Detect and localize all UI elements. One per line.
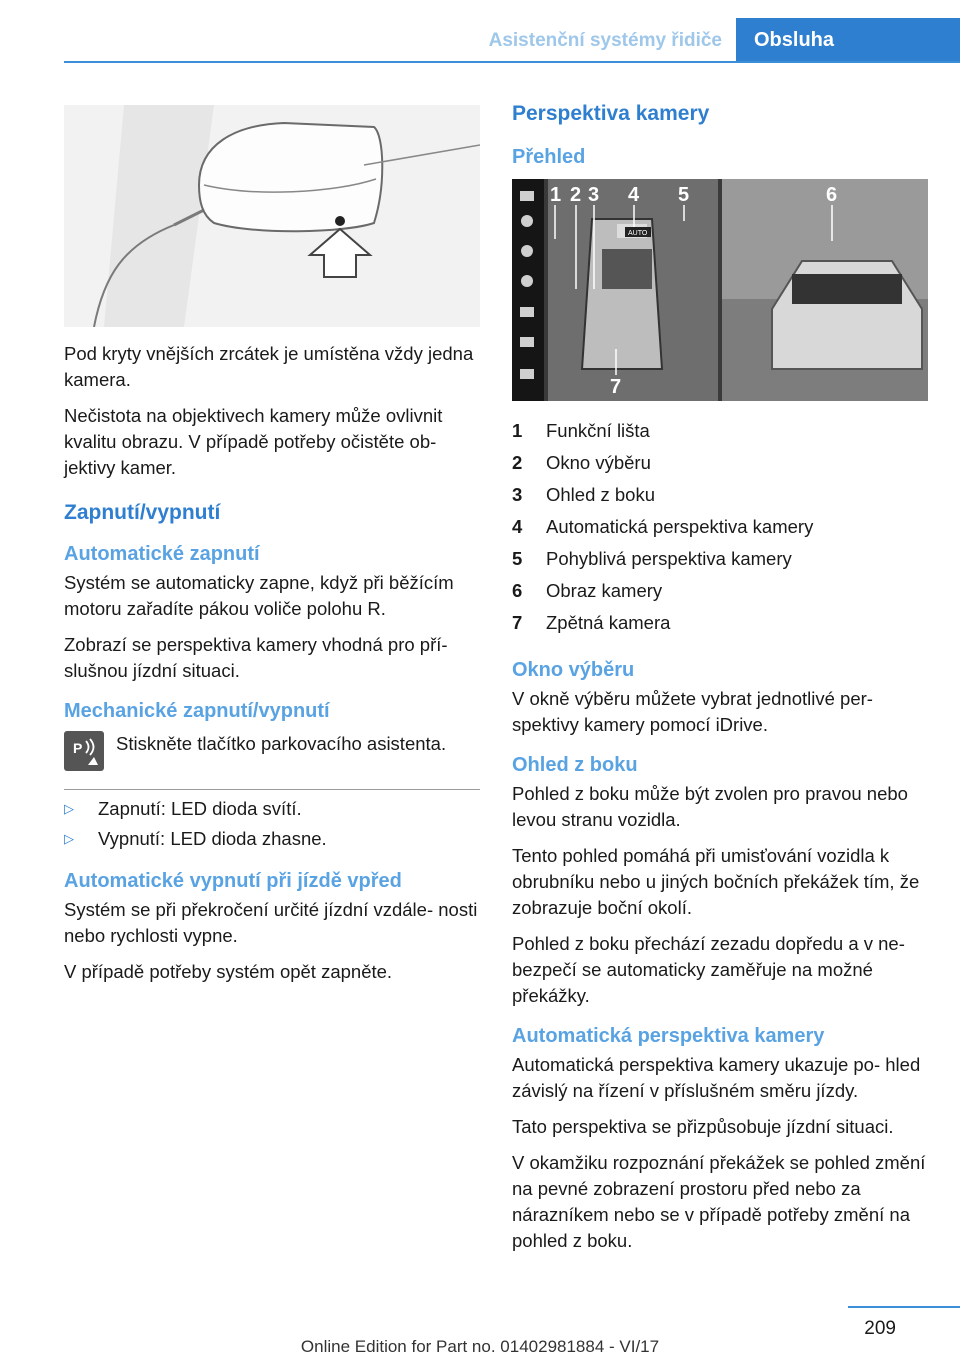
- legend-item: 3 Ohled z boku: [512, 484, 656, 505]
- svg-text:P: P: [73, 740, 83, 756]
- camera-screen-drawing: [512, 179, 928, 401]
- heading-manual-on-off: Mechanické zapnutí/vypnutí: [64, 700, 330, 722]
- callout-label: 2: [570, 184, 582, 206]
- park-assist-symbol: [64, 731, 104, 771]
- list-item: ▷ Zapnutí: LED dioda svítí.: [64, 794, 480, 824]
- legend-item: 7 Zpětná kamera: [512, 612, 671, 633]
- paragraph-auto-perspective-3: V okamžiku rozpoznání překážek se pohled změní na pevné zobrazení prostoru před nebo za nárazníkem nebo se v případě potřeby změní na pohled z boku.: [512, 1152, 926, 1251]
- callout-label: 1: [550, 184, 562, 206]
- callout-label: 4: [628, 184, 640, 206]
- heading-auto-off: Automatické vypnutí při jízdě vpřed: [64, 870, 402, 892]
- mirror-drawing: [64, 105, 480, 327]
- legend-item: 6 Obraz kamery: [512, 580, 663, 601]
- running-header-tab: Obsluha: [736, 18, 960, 63]
- mirror-camera-illustration: [64, 105, 480, 327]
- callout-label: 5: [678, 184, 690, 206]
- paragraph-auto-off: Systém se při překročení určité jízdní vzdále‐ nosti nebo rychlosti vypne.: [64, 899, 478, 946]
- paragraph-auto-on: Systém se automaticky zapne, když při běžícím motoru zařadíte pákou voliče polohu R.: [64, 572, 454, 619]
- paragraph-side-view-3: Pohled z boku přechází zezadu dopředu a v ne‐ bezpečí se automaticky zaměřuje na možné překážky.: [512, 933, 905, 1006]
- paragraph-perspective-shown: Zobrazí se perspektiva kamery vhodná pro pří‐ slušnou jízdní situaci.: [64, 634, 448, 681]
- callout-label: 6: [826, 184, 838, 206]
- triangle-bullet-icon: ▷: [64, 801, 74, 816]
- callout-label: 7: [610, 376, 622, 398]
- footer-rule: [848, 1306, 960, 1308]
- callout-label: 3: [588, 184, 600, 206]
- heading-camera-perspective: Perspektiva kamery: [512, 102, 710, 125]
- legend-item: 5 Pohyblivá perspektiva kamery: [512, 548, 792, 569]
- paragraph-lens-dirt: Nečistota na objektivech kamery může ovlivnit kvalitu obrazu. V případě potřeby očistěte ob‐ jektivy kamer.: [64, 405, 443, 478]
- heading-selection-window: Okno výběru: [512, 659, 635, 681]
- heading-overview: Přehled: [512, 146, 586, 168]
- camera-screen-illustration: [512, 179, 928, 401]
- legend-item: 1 Funkční lišta: [512, 420, 650, 441]
- header-rule: [64, 61, 960, 63]
- paragraph-selection-window: V okně výběru můžete vybrat jednotlivé per‐ spektivy kamery pomocí iDrive.: [512, 688, 873, 735]
- paragraph-auto-perspective-2: Tato perspektiva se přizpůsobuje jízdní situaci.: [512, 1116, 894, 1137]
- left-column: [64, 100, 480, 995]
- button-instruction-text: Stiskněte tlačítko parkovacího asistenta.: [116, 733, 447, 754]
- paragraph-camera-location: Pod kryty vnějších zrcátek je umístěna vždy jedna kamera.: [64, 343, 474, 390]
- paragraph-switch-on-again: V případě potřeby systém opět zapněte.: [64, 961, 393, 982]
- heading-on-off: Zapnutí/vypnutí: [64, 501, 221, 524]
- heading-auto-on: Automatické zapnutí: [64, 543, 260, 565]
- auto-badge: AUTO: [628, 230, 648, 237]
- parking-assistant-button-icon: [64, 731, 104, 771]
- paragraph-side-view-1: Pohled z boku může být zvolen pro pravou nebo levou stranu vozidla.: [512, 783, 908, 830]
- list-item: ▷ Vypnutí: LED dioda zhasne.: [64, 824, 480, 854]
- image-legend: [512, 415, 928, 639]
- heading-auto-perspective: Automatická perspektiva kamery: [512, 1025, 825, 1047]
- edition-note: Online Edition for Part no. 01402981884 - VI/17: [300, 1337, 660, 1356]
- legend-item: 4 Automatická perspektiva kamery: [512, 516, 814, 537]
- right-column: [512, 100, 928, 1264]
- legend-item: 2 Okno výběru: [512, 452, 651, 473]
- running-header-section: Asistenční systémy řidiče: [488, 30, 722, 51]
- led-status-list: [64, 789, 480, 854]
- paragraph-auto-perspective-1: Automatická perspektiva kamery ukazuje po‐ hled závislý na řízení v příslušném směru jízdy.: [512, 1054, 921, 1101]
- triangle-bullet-icon: ▷: [64, 831, 74, 846]
- paragraph-side-view-2: Tento pohled pomáhá při umisťování vozidla k obrubníku nebo u jiných bočních překážek tím, že zobrazuje boční okolí.: [512, 845, 920, 918]
- heading-side-view: Ohled z boku: [512, 754, 638, 776]
- page-number: 209: [864, 1318, 896, 1339]
- parking-button-instruction: [64, 731, 480, 771]
